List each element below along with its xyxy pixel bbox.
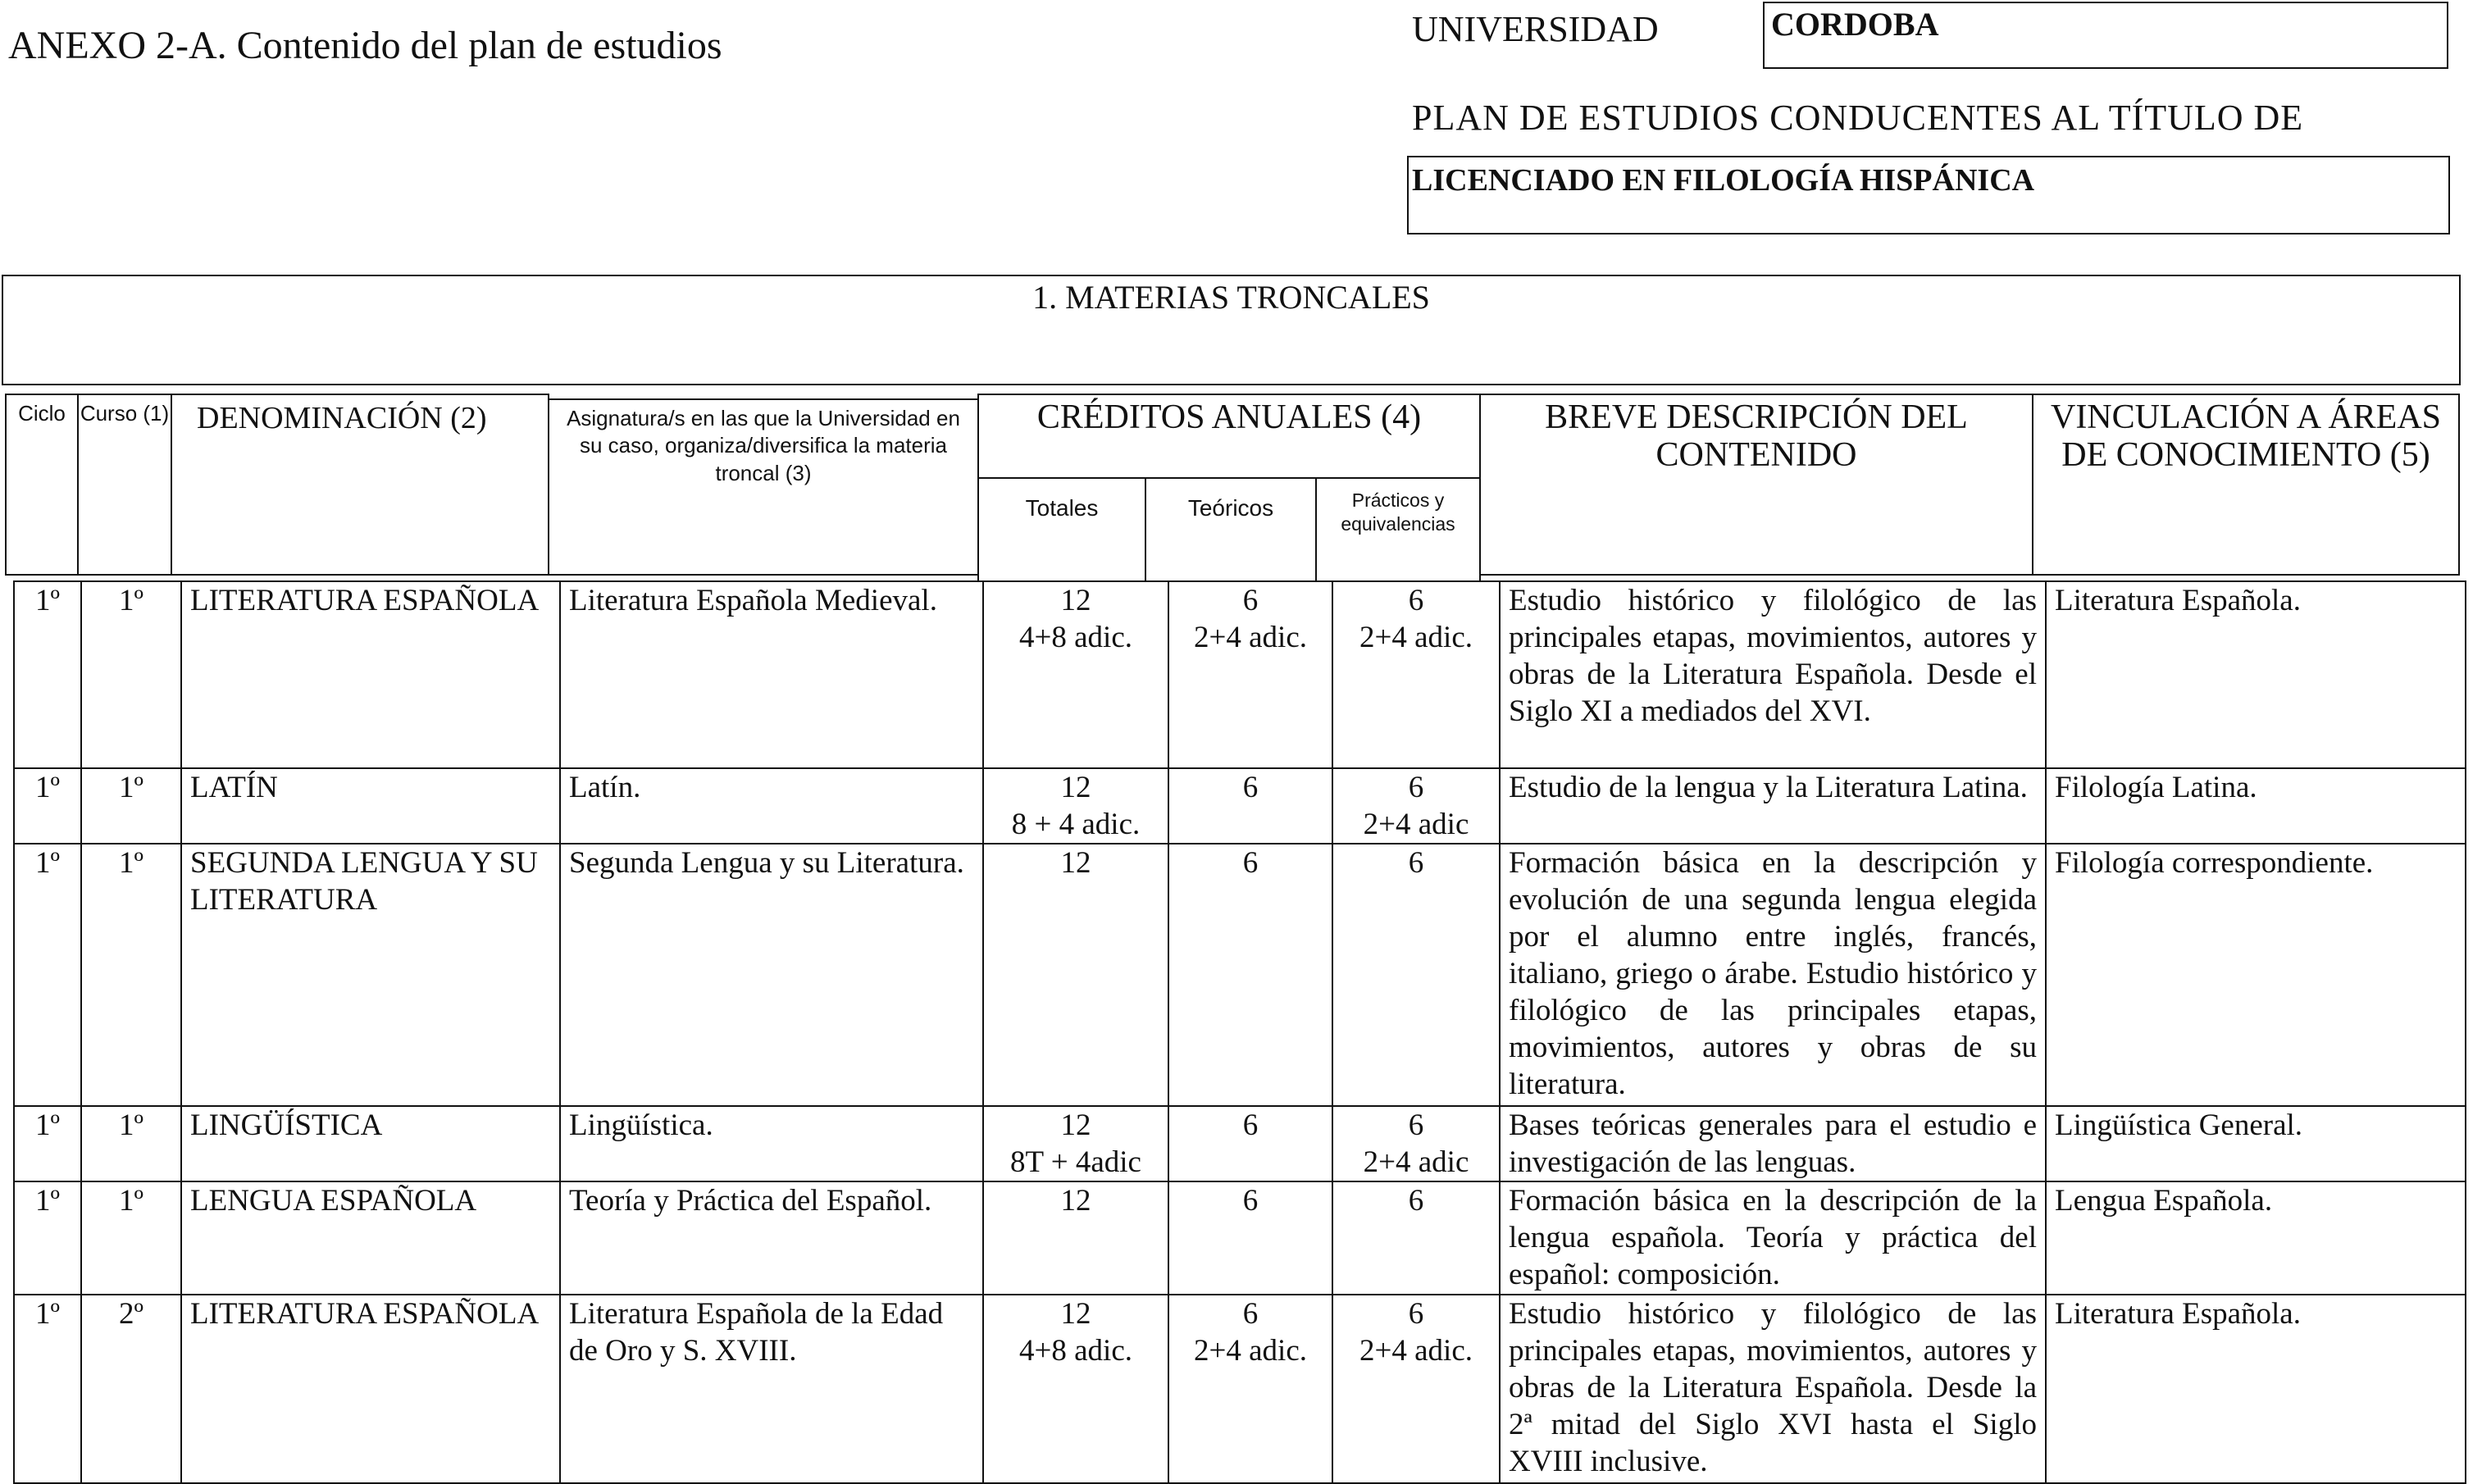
cell-ciclo: 1º [14,768,81,844]
col-header-asignatura: Asignatura/s en las que la Universidad en su caso, organiza/diversifica la materia troncal (3) [548,398,979,576]
cell-vinculacion: Lingüística General. [2046,1106,2466,1181]
cell-descripcion: Formación básica en la descripción de la lengua española. Teoría y práctica del español: composición. [1500,1181,2046,1295]
cell-vinculacion: Lengua Española. [2046,1181,2466,1295]
col-header-descripcion: BREVE DESCRIPCIÓN DEL CONTENIDO [1479,394,2033,576]
table-row [14,1181,2466,1295]
cell-denominacion: LITERATURA ESPAÑOLA [181,1295,560,1483]
cell-practicos-line: 2+4 adic. [1359,621,1473,654]
cell-curso: 2º [81,1295,181,1483]
col-header-vinculacion: VINCULACIÓN A ÁREAS DE CONOCIMIENTO (5) [2032,394,2460,576]
cell-practicos [1332,1295,1500,1483]
col-header-curso: Curso (1) [77,394,172,576]
cell-descripcion: Estudio de la lengua y la Literatura Latina. [1500,768,2046,844]
cell-totales [983,581,1168,768]
cell-vinculacion: Literatura Española. [2046,1295,2466,1483]
cell-asignatura: Literatura Española de la Edad de Oro y S. XVIII. [560,1295,983,1483]
cell-descripcion: Estudio histórico y filológico de las principales etapas, movimientos, autores y obras de la Literatura Española. Desde la 2ª mitad del Siglo XVI hasta el Siglo XVIII inclusive. [1500,1295,2046,1483]
cell-denominacion: LITERATURA ESPAÑOLA [181,581,560,768]
university-field: CORDOBA [1763,2,2448,69]
col-header-creditos: CRÉDITOS ANUALES (4) [977,394,1481,479]
cell-practicos [1332,1181,1500,1295]
cell-totales [983,844,1168,1106]
col-header-ciclo: Ciclo [5,394,79,576]
cell-totales [983,1106,1168,1181]
cell-totales-line: 12 [1060,771,1091,804]
cell-curso: 1º [81,768,181,844]
cell-teoricos-line: 6 [1242,1184,1259,1218]
university-label: UNIVERSIDAD [1412,9,1659,49]
cell-teoricos [1168,1295,1332,1483]
cell-totales-line: 8T + 4adic [1010,1145,1141,1179]
cell-teoricos [1168,844,1332,1106]
cell-teoricos [1168,1106,1332,1181]
cell-asignatura: Literatura Española Medieval. [560,581,983,768]
col-header-practicos: Prácticos y equivalencias [1315,477,1481,582]
cell-practicos-line: 2+4 adic [1363,1145,1469,1179]
cell-teoricos-line: 6 [1242,771,1259,804]
col-header-totales: Totales [977,477,1146,582]
cell-teoricos-line: 2+4 adic. [1194,621,1307,654]
cell-teoricos [1168,581,1332,768]
table-row [14,768,2466,844]
cell-ciclo: 1º [14,1181,81,1295]
cell-ciclo: 1º [14,1295,81,1483]
plan-label: PLAN DE ESTUDIOS CONDUCENTES AL TÍTULO DE [1412,98,2304,138]
cell-totales-line: 12 [1060,846,1091,880]
section-title: 1. MATERIAS TRONCALES [2,275,2461,385]
cell-totales-line: 4+8 adic. [1019,1334,1132,1368]
cell-vinculacion: Filología Latina. [2046,768,2466,844]
subjects-table [13,580,2466,1484]
cell-vinculacion: Filología correspondiente. [2046,844,2466,1106]
cell-asignatura: Segunda Lengua y su Literatura. [560,844,983,1106]
cell-practicos-line: 6 [1408,584,1424,617]
cell-totales-line: 12 [1060,1108,1091,1142]
cell-teoricos [1168,768,1332,844]
cell-practicos-line: 2+4 adic [1363,808,1469,841]
cell-practicos-line: 6 [1408,1184,1424,1218]
cell-teoricos-line: 6 [1242,1297,1259,1331]
cell-curso: 1º [81,1106,181,1181]
cell-asignatura: Lingüística. [560,1106,983,1181]
cell-teoricos-line: 6 [1242,1108,1259,1142]
degree-title-field: LICENCIADO EN FILOLOGÍA HISPÁNICA [1407,156,2450,234]
cell-ciclo: 1º [14,844,81,1106]
cell-asignatura: Latín. [560,768,983,844]
annex-title: ANEXO 2-A. Contenido del plan de estudios [8,24,722,67]
cell-practicos-line: 6 [1408,771,1424,804]
cell-denominacion: LATÍN [181,768,560,844]
cell-teoricos-line: 2+4 adic. [1194,1334,1307,1368]
cell-teoricos-line: 6 [1242,846,1259,880]
cell-curso: 1º [81,581,181,768]
cell-practicos [1332,844,1500,1106]
cell-totales-line: 12 [1060,1297,1091,1331]
table-row [14,844,2466,1106]
cell-practicos-line: 6 [1408,1297,1424,1331]
cell-curso: 1º [81,1181,181,1295]
table-row [14,1106,2466,1181]
cell-ciclo: 1º [14,581,81,768]
cell-totales-line: 12 [1060,1184,1091,1218]
col-header-denominacion: DENOMINACIÓN (2) [171,394,549,576]
cell-practicos [1332,1106,1500,1181]
cell-practicos-line: 6 [1408,1108,1424,1142]
cell-denominacion: LINGÜÍSTICA [181,1106,560,1181]
cell-practicos [1332,581,1500,768]
cell-teoricos [1168,1181,1332,1295]
cell-practicos-line: 2+4 adic. [1359,1334,1473,1368]
cell-totales-line: 8 + 4 adic. [1011,808,1141,841]
cell-curso: 1º [81,844,181,1106]
cell-totales-line: 4+8 adic. [1019,621,1132,654]
cell-descripcion: Formación básica en la descripción y evolución de una segunda lengua elegida por el alumno entre inglés, francés, italiano, griego o árabe. Estudio histórico y filológico de las principales etapas, movimientos, autores y obras de su literatura. [1500,844,2046,1106]
cell-totales [983,1295,1168,1483]
cell-totales [983,768,1168,844]
cell-denominacion: LENGUA ESPAÑOLA [181,1181,560,1295]
cell-practicos-line: 6 [1408,846,1424,880]
cell-totales-line: 12 [1060,584,1091,617]
cell-ciclo: 1º [14,1106,81,1181]
cell-totales [983,1181,1168,1295]
cell-practicos [1332,768,1500,844]
cell-asignatura: Teoría y Práctica del Español. [560,1181,983,1295]
cell-denominacion: SEGUNDA LENGUA Y SU LITERATURA [181,844,560,1106]
cell-vinculacion: Literatura Española. [2046,581,2466,768]
cell-descripcion: Estudio histórico y filológico de las principales etapas, movimientos, autores y obras de la Literatura Española. Desde el Siglo XI a mediados del XVI. [1500,581,2046,768]
col-header-teoricos: Teóricos [1145,477,1317,582]
cell-descripcion: Bases teóricas generales para el estudio e investigación de las lenguas. [1500,1106,2046,1181]
table-row [14,1295,2466,1483]
cell-teoricos-line: 6 [1242,584,1259,617]
table-row [14,581,2466,768]
